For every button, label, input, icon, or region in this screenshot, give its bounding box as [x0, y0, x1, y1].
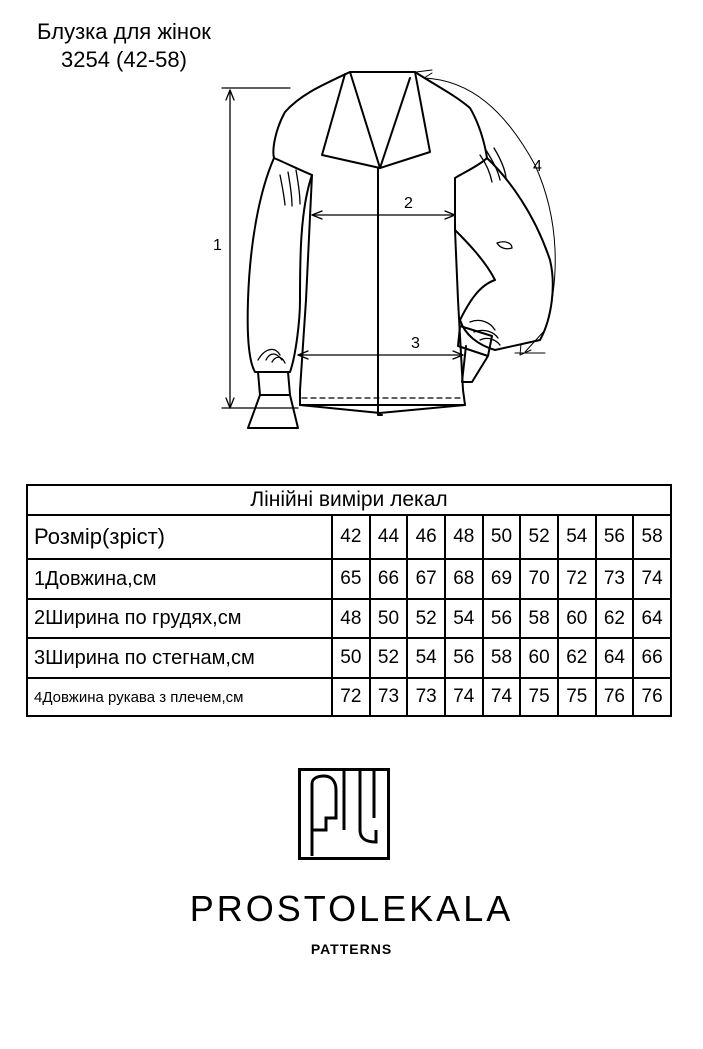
table-cell: 52 [520, 515, 558, 559]
table-caption-row [27, 485, 671, 515]
table-cell: 56 [445, 638, 483, 678]
table-cell: 62 [558, 638, 596, 678]
hem-line [300, 405, 465, 413]
table-cell: 58 [633, 515, 671, 559]
table-cell: 60 [558, 599, 596, 639]
row-label: 1Довжина,см [27, 559, 332, 599]
sleeve-slit [497, 242, 512, 249]
table-cell: 76 [633, 678, 671, 716]
table-cell: 48 [332, 599, 370, 639]
size-table [26, 484, 672, 717]
product-name: Блузка для жінок [37, 19, 211, 44]
table-cell: 69 [483, 559, 521, 599]
table-cell: 64 [596, 638, 634, 678]
table-cell: 66 [370, 559, 408, 599]
table-cell: 74 [633, 559, 671, 599]
brand-subtitle: PATTERNS [310, 941, 393, 957]
table-cell: 52 [370, 638, 408, 678]
sleeve-length-measure [416, 70, 555, 355]
chest-width-measure [312, 211, 455, 219]
collar [322, 72, 380, 168]
table-cell: 67 [407, 559, 445, 599]
table-cell: 54 [445, 599, 483, 639]
table-cell: 48 [445, 515, 483, 559]
table-cell: 56 [596, 515, 634, 559]
right-cuff [458, 326, 492, 382]
product-code: 3254 (42-58) [61, 47, 187, 72]
row-label: 4Довжина рукава з плечем,см [27, 678, 332, 716]
table-cell: 50 [370, 599, 408, 639]
table-row [27, 638, 671, 678]
table-cell: 56 [483, 599, 521, 639]
table-caption: Лінійні виміри лекал [27, 485, 671, 515]
table-cell: 76 [596, 678, 634, 716]
table-cell: 50 [483, 515, 521, 559]
table-cell: 74 [483, 678, 521, 716]
table-cell: 75 [558, 678, 596, 716]
size-header: Розмір(зріст) [27, 515, 332, 559]
table-cell: 73 [370, 678, 408, 716]
label-2: 2 [404, 195, 413, 212]
table-cell: 65 [332, 559, 370, 599]
left-cuff [248, 372, 298, 428]
label-1: 1 [213, 237, 222, 254]
hip-width-measure [298, 351, 463, 359]
table-cell: 72 [332, 678, 370, 716]
table-cell: 54 [558, 515, 596, 559]
table-cell: 62 [596, 599, 634, 639]
table-cell: 58 [483, 638, 521, 678]
left-sleeve-gathers [258, 170, 300, 363]
table-cell: 52 [407, 599, 445, 639]
table-cell: 75 [520, 678, 558, 716]
table-cell: 42 [332, 515, 370, 559]
table-cell: 74 [445, 678, 483, 716]
table-cell: 70 [520, 559, 558, 599]
table-cell: 50 [332, 638, 370, 678]
table-cell: 44 [370, 515, 408, 559]
table-cell: 73 [596, 559, 634, 599]
table-row [27, 559, 671, 599]
table-cell: 46 [407, 515, 445, 559]
table-row [27, 599, 671, 639]
table-cell: 60 [520, 638, 558, 678]
table-row [27, 515, 671, 559]
table-cell: 54 [407, 638, 445, 678]
collar-right [380, 72, 430, 168]
table-cell: 72 [558, 559, 596, 599]
table-cell: 66 [633, 638, 671, 678]
blouse-sketch [0, 0, 703, 460]
row-label: 2Ширина по грудях,см [27, 599, 332, 639]
brand-name: PROSTOLEKALA [189, 888, 514, 929]
table-cell: 58 [520, 599, 558, 639]
brand-logo-icon [298, 768, 390, 860]
table-row [27, 678, 671, 716]
center-front-line [378, 168, 382, 415]
row-label: 3Ширина по стегнам,см [27, 638, 332, 678]
label-3: 3 [411, 335, 420, 352]
length-measure [222, 88, 298, 408]
table-cell: 64 [633, 599, 671, 639]
table-cell: 73 [407, 678, 445, 716]
table-cell: 68 [445, 559, 483, 599]
label-4: 4 [533, 158, 542, 175]
right-sleeve [455, 158, 553, 350]
